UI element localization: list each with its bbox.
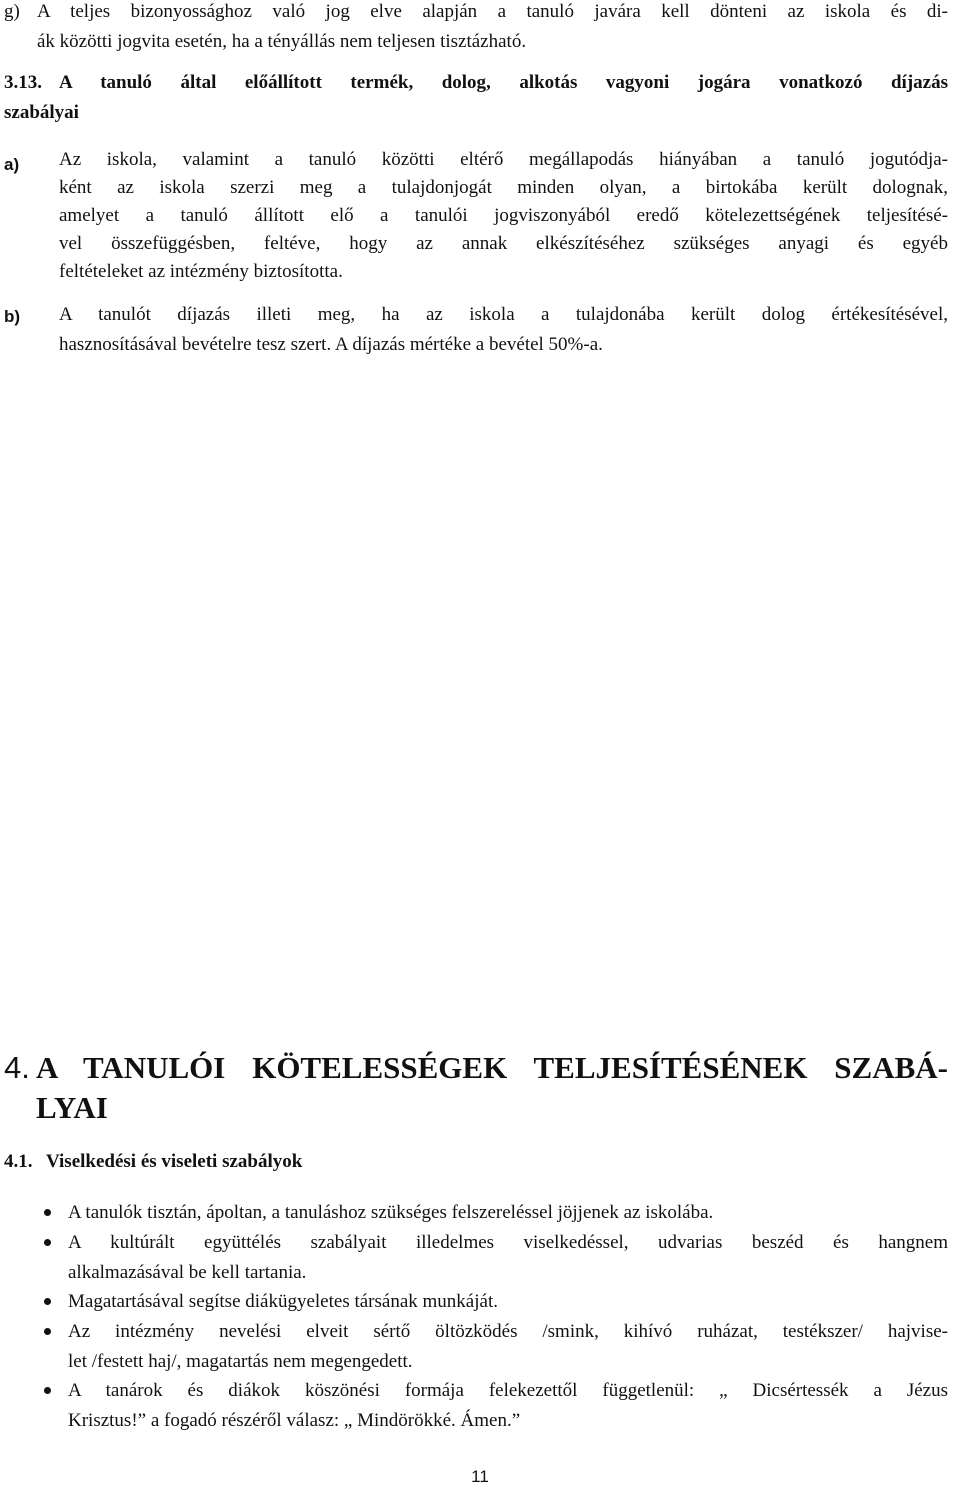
item-g-text — [37, 0, 948, 57]
text-line: A tanulók tisztán, ápoltan, a tanuláshoz szükséges felszereléssel jöjjenek az iskolába. — [68, 1202, 714, 1223]
text-line: ák közötti jogvita esetén, ha a tényállás nem teljesen tisztázható. — [37, 31, 527, 52]
bullet-icon — [44, 1209, 51, 1216]
text-line: A kultúrált együttélés szabályait illedelmes viselkedéssel, udvarias beszéd és hangnem — [68, 1232, 948, 1253]
text-line: vel összefüggésben, feltéve, hogy az annak elkészítéséhez szükséges anyagi és egyéb — [59, 233, 948, 254]
item-b-text — [59, 300, 948, 360]
text-line: Magatartásával segítse diákügyeletes társának munkáját. — [68, 1291, 498, 1312]
bullet-icon — [44, 1239, 51, 1246]
text-line: LYAI — [36, 1090, 108, 1125]
section-4-1-title: Viselkedési és viseleti szabályok — [46, 1151, 303, 1172]
text-line: Az iskola, valamint a tanuló közötti eltérő megállapodás hiányában a tanuló jogutódja- — [59, 149, 948, 170]
text-line: A teljes bizonyossághoz való jog elve alapján a tanuló javára kell dönteni az iskola és di- — [37, 1, 948, 22]
item-a-label: a) — [4, 155, 20, 174]
chapter-4-number: 4. — [4, 1050, 30, 1085]
text-line: alkalmazásával be kell tartania. — [68, 1262, 307, 1283]
text-line: Krisztus!” a fogadó részéről válasz: „ Mindörökké. Ámen.” — [68, 1410, 521, 1431]
bullet-icon — [44, 1328, 51, 1335]
bullet-icon — [44, 1298, 51, 1305]
text-line: amelyet a tanuló állított elő a tanulói jogviszonyából eredő kötelezettségének teljesítésé- — [59, 205, 948, 226]
text-line: feltételeket az intézmény biztosította. — [59, 261, 343, 282]
text-line: A tanulót díjazás illeti meg, ha az iskola a tulajdonába került dolog értékesítésével, — [59, 304, 948, 325]
item-a-text — [59, 145, 948, 295]
page-number: 11 — [471, 1467, 489, 1486]
text-line: A TANULÓI KÖTELESSÉGEK TELJESÍTÉSÉNEK SZABÁ- — [36, 1050, 948, 1085]
text-line: szabályai — [4, 102, 79, 123]
text-line: Az intézmény nevelési elveit sértő öltözködés /smink, kihívó ruházat, testékszer/ hajvise- — [68, 1321, 948, 1342]
item-g-label: g) — [4, 1, 20, 22]
text-line: A tanuló által előállított termék, dolog, alkotás vagyoni jogára vonatkozó díjazás — [59, 72, 948, 93]
text-line: let /festett haj/, magatartás nem megengedett. — [68, 1351, 413, 1372]
chapter-4-title — [36, 1048, 948, 1128]
bullet-icon — [44, 1387, 51, 1394]
item-b-label: b) — [4, 307, 21, 326]
text-line: ként az iskola szerzi meg a tulajdonjogát minden olyan, a birtokába került dolognak, — [59, 177, 948, 198]
text-line: A tanárok és diákok köszönési formája felekezettől függetlenül: „ Dicsértessék a Jézus — [68, 1380, 948, 1401]
section-4-1-number: 4.1. — [4, 1151, 33, 1172]
section-3-13-number: 3.13. — [4, 72, 42, 93]
text-line: hasznosításával bevételre tesz szert. A díjazás mértéke a bevétel 50%-a. — [59, 334, 603, 355]
